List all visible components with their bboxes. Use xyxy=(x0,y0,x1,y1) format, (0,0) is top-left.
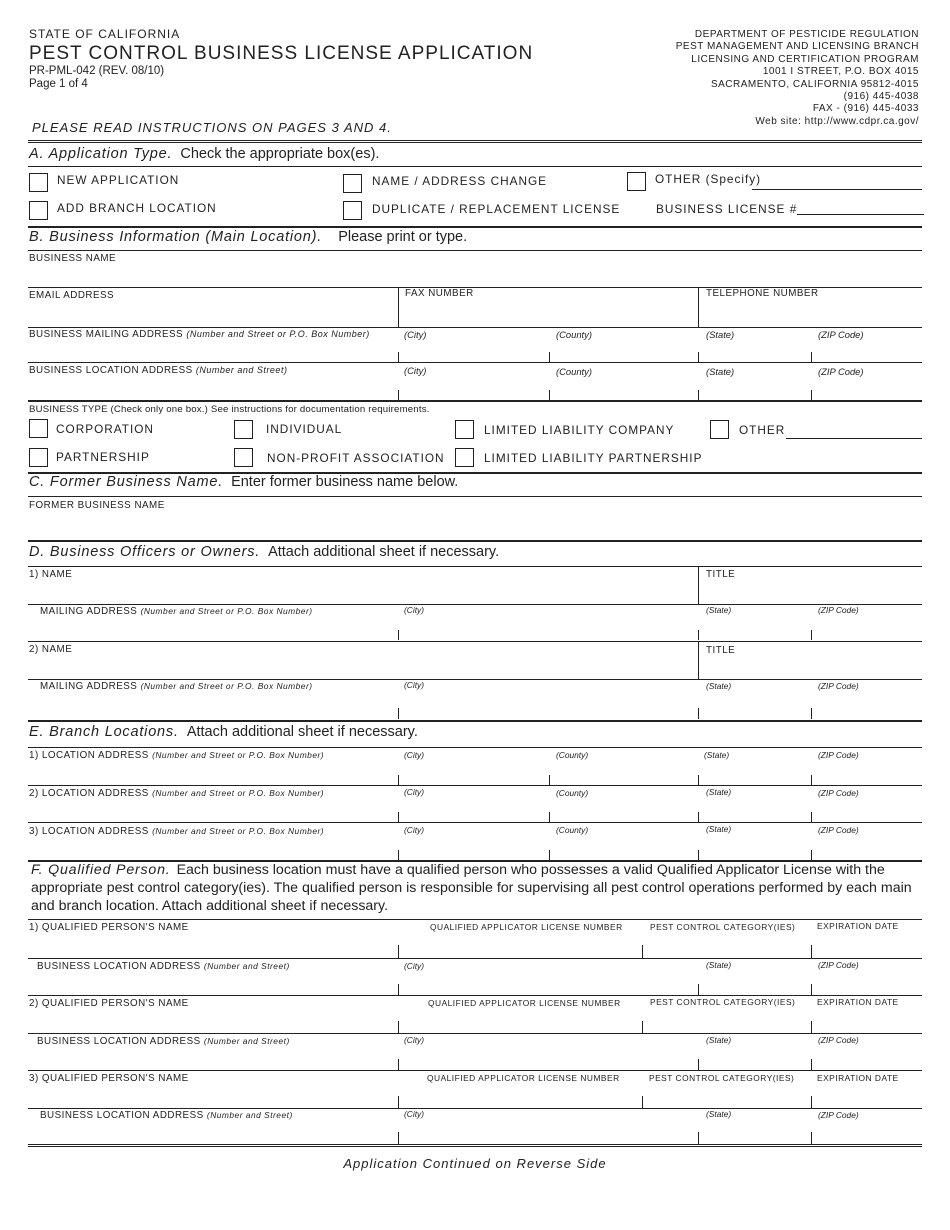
officer1-mailing-field[interactable] xyxy=(28,618,922,638)
qp2-location-label xyxy=(37,1036,290,1047)
mailing-hint: (Number and Street or P.O. Box Number) xyxy=(140,606,313,616)
email-label: EMAIL ADDRESS xyxy=(29,290,115,301)
zip-label: (ZIP Code) xyxy=(818,605,859,615)
branch-label-text: 3) LOCATION ADDRESS xyxy=(29,826,149,837)
tick xyxy=(549,390,550,400)
state-label: (State) xyxy=(706,824,732,834)
llc-label: LIMITED LIABILITY COMPANY xyxy=(484,423,675,437)
divider xyxy=(28,362,922,363)
form-header xyxy=(29,28,533,91)
divider xyxy=(28,822,922,823)
tick xyxy=(549,812,550,822)
section-b-desc: Please print or type. xyxy=(338,229,468,245)
branch-label-text: 1) LOCATION ADDRESS xyxy=(29,750,149,761)
tick xyxy=(698,850,699,860)
zip-label: (ZIP Code) xyxy=(818,750,859,760)
qp1-location-field[interactable] xyxy=(28,972,922,992)
city-label: (City) xyxy=(404,961,425,971)
qp1-name-field[interactable] xyxy=(28,934,922,956)
corporation-label: CORPORATION xyxy=(56,422,154,436)
officer2-name-field[interactable] xyxy=(28,656,696,678)
tick xyxy=(549,775,550,785)
section-f-desc: Each business location must have a qualified person who possesses a valid Qualified Applicator License with the appropriate pest control category(ies). The qualified person is responsible for supervising all pest control operations performed by each main and branch location. Attach additional sheet if necessary. xyxy=(31,862,912,914)
branch1-address-field[interactable] xyxy=(28,762,922,782)
section-e-title xyxy=(29,724,418,740)
branch2-address-label xyxy=(29,788,324,799)
tick xyxy=(698,1132,699,1144)
department-address xyxy=(676,29,919,128)
page-number: Page 1 of 4 xyxy=(29,77,88,90)
city-label: (City) xyxy=(404,329,427,340)
tick xyxy=(811,945,812,958)
qp3-name-field[interactable] xyxy=(28,1085,922,1105)
tick xyxy=(549,352,550,362)
city-label: (City) xyxy=(404,680,425,690)
tick xyxy=(698,390,699,400)
fax-field[interactable] xyxy=(400,302,697,324)
divider xyxy=(28,679,922,680)
tick xyxy=(811,1021,812,1033)
officer2-title-field[interactable] xyxy=(700,656,922,678)
divider xyxy=(28,958,922,959)
qp3-expiration-label: EXPIRATION DATE xyxy=(817,1073,899,1083)
tick xyxy=(698,708,699,719)
tick xyxy=(398,390,399,400)
divider xyxy=(28,720,922,722)
section-a-desc: Check the appropriate box(es). xyxy=(180,146,380,162)
qp3-location-field[interactable] xyxy=(28,1122,922,1142)
tick xyxy=(698,1059,699,1070)
city-label: (City) xyxy=(404,365,427,376)
tick xyxy=(549,850,550,860)
city-label: (City) xyxy=(404,825,425,835)
field-separator xyxy=(698,287,699,327)
tick xyxy=(398,708,399,719)
telephone-field[interactable] xyxy=(700,302,922,324)
state-label: (State) xyxy=(706,1109,732,1119)
divider xyxy=(28,1108,922,1109)
bla-hint: (Number and Street) xyxy=(206,1110,293,1120)
bla-hint: (Number and Street) xyxy=(203,961,290,971)
section-d-heading: D. Business Officers or Owners. xyxy=(29,544,261,560)
divider xyxy=(28,166,922,167)
duplicate-license-label: DUPLICATE / REPLACEMENT LICENSE xyxy=(372,202,621,216)
zip-label: (ZIP Code) xyxy=(818,1035,859,1045)
page-title: PEST CONTROL BUSINESS LICENSE APPLICATION xyxy=(29,42,534,64)
divider xyxy=(28,400,922,402)
field-separator xyxy=(698,641,699,679)
divider xyxy=(28,327,922,328)
tick xyxy=(398,1132,399,1144)
branch3-address-label xyxy=(29,826,324,837)
section-c-desc: Enter former business name below. xyxy=(231,474,459,490)
tick xyxy=(398,984,399,995)
zip-label: (ZIP Code) xyxy=(818,825,859,835)
officer2-mailing-label xyxy=(40,681,313,692)
business-name-label: BUSINESS NAME xyxy=(29,253,117,264)
qp1-location-label xyxy=(37,961,290,972)
divider xyxy=(28,1033,922,1034)
individual-label: INDIVIDUAL xyxy=(266,422,343,436)
state-label: (State) xyxy=(706,366,735,377)
fax-label: FAX NUMBER xyxy=(405,288,474,299)
former-name-label: FORMER BUSINESS NAME xyxy=(29,500,165,511)
city-label: (City) xyxy=(404,1035,425,1045)
divider xyxy=(28,540,922,542)
section-e-heading: E. Branch Locations. xyxy=(29,724,179,740)
add-branch-label: ADD BRANCH LOCATION xyxy=(57,201,217,215)
partnership-checkbox[interactable] xyxy=(29,448,48,467)
dept-line: LICENSING AND CERTIFICATION PROGRAM xyxy=(691,53,919,65)
divider xyxy=(28,785,922,786)
zip-label: (ZIP Code) xyxy=(818,366,864,377)
section-f-heading: F. Qualified Person. xyxy=(31,862,171,878)
dept-line: PEST MANAGEMENT AND LICENSING BRANCH xyxy=(675,41,919,53)
officer1-title-field[interactable] xyxy=(700,580,922,602)
section-c-title xyxy=(29,474,458,490)
divider xyxy=(28,496,922,497)
branch-hint: (Number and Street or P.O. Box Number) xyxy=(152,788,325,798)
tick xyxy=(811,352,812,362)
qp2-license-label: QUALIFIED APPLICATOR LICENSE NUMBER xyxy=(428,998,621,1008)
tick xyxy=(811,812,812,822)
new-application-label: NEW APPLICATION xyxy=(57,173,180,187)
officer1-title-label: TITLE xyxy=(706,569,736,580)
other-business-type-field[interactable] xyxy=(786,438,922,439)
tick xyxy=(811,630,812,640)
tick xyxy=(398,1021,399,1033)
divider xyxy=(28,747,922,748)
other-business-type-label: OTHER xyxy=(739,423,786,437)
license-number-label: BUSINESS LICENSE # xyxy=(656,202,798,216)
mailing-address-field[interactable] xyxy=(28,340,922,360)
qp3-name-label: 3) QUALIFIED PERSON'S NAME xyxy=(29,1073,189,1084)
mailing-hint: (Number and Street or P.O. Box Number) xyxy=(186,329,370,339)
field-separator xyxy=(698,566,699,604)
other-type-label: OTHER (Specify) xyxy=(655,172,762,186)
officer2-name-label: 2) NAME xyxy=(29,644,73,655)
section-b-title xyxy=(29,229,467,245)
corporation-checkbox[interactable] xyxy=(29,419,48,438)
divider xyxy=(28,1070,922,1071)
bla-label-text: BUSINESS LOCATION ADDRESS xyxy=(40,1110,204,1121)
nonprofit-label: NON-PROFIT ASSOCIATION xyxy=(267,451,445,465)
section-d-desc: Attach additional sheet if necessary. xyxy=(268,544,500,560)
tick xyxy=(398,812,399,822)
field-separator xyxy=(398,287,399,327)
section-a-title xyxy=(29,146,379,162)
new-application-checkbox[interactable] xyxy=(29,173,48,192)
business-type-label: BUSINESS TYPE (Check only one box.) See instructions for documentation requirements. xyxy=(29,404,430,415)
branch1-address-label xyxy=(29,750,324,761)
duplicate-license-checkbox[interactable] xyxy=(343,201,362,220)
form-number: PR-PML-042 (REV. 08/10) xyxy=(29,64,165,77)
tick xyxy=(698,775,699,785)
name-change-label: NAME / ADDRESS CHANGE xyxy=(372,174,548,188)
telephone-label: TELEPHONE NUMBER xyxy=(706,288,819,299)
section-d-title xyxy=(29,544,499,560)
city-label: (City) xyxy=(404,787,425,797)
add-branch-checkbox[interactable] xyxy=(29,201,48,220)
other-specify-field[interactable] xyxy=(752,189,922,190)
tick xyxy=(811,984,812,995)
section-e-desc: Attach additional sheet if necessary. xyxy=(186,724,418,740)
business-name-field[interactable] xyxy=(28,264,922,286)
tick xyxy=(642,1096,643,1108)
section-c-heading: C. Former Business Name. xyxy=(29,474,224,490)
qp3-license-label: QUALIFIED APPLICATOR LICENSE NUMBER xyxy=(427,1073,620,1083)
llp-checkbox[interactable] xyxy=(455,448,474,467)
tick xyxy=(398,630,399,640)
divider xyxy=(28,995,922,996)
state-label: (State) xyxy=(706,960,732,970)
divider xyxy=(28,919,922,920)
qp1-category-label: PEST CONTROL CATEGORY(IES) xyxy=(650,922,796,932)
qp2-name-label: 2) QUALIFIED PERSON'S NAME xyxy=(29,998,189,1009)
qp2-expiration-label: EXPIRATION DATE xyxy=(817,997,899,1007)
bla-label-text: BUSINESS LOCATION ADDRESS xyxy=(37,1036,201,1047)
officer1-name-field[interactable] xyxy=(28,580,696,602)
dept-line: (916) 445-4038 xyxy=(843,91,919,103)
section-a-heading: A. Application Type. xyxy=(29,146,173,162)
bla-hint: (Number and Street) xyxy=(203,1036,290,1046)
state-label: (State) xyxy=(706,787,732,797)
city-label: (City) xyxy=(404,605,425,615)
county-label: (County) xyxy=(556,788,589,798)
tick xyxy=(398,1096,399,1108)
mailing-label-text: BUSINESS MAILING ADDRESS xyxy=(29,329,184,340)
bla-label-text: BUSINESS LOCATION ADDRESS xyxy=(37,961,201,972)
mailing-label-text: MAILING ADDRESS xyxy=(40,606,138,617)
former-name-field[interactable] xyxy=(28,512,922,536)
tick xyxy=(398,850,399,860)
officer2-mailing-field[interactable] xyxy=(28,693,922,715)
read-instructions: PLEASE READ INSTRUCTIONS ON PAGES 3 AND 4. xyxy=(32,120,392,135)
tick xyxy=(698,352,699,362)
zip-label: (ZIP Code) xyxy=(818,788,859,798)
qp1-license-label: QUALIFIED APPLICATOR LICENSE NUMBER xyxy=(430,922,623,932)
other-type-checkbox[interactable] xyxy=(627,172,646,191)
tick xyxy=(398,352,399,362)
county-label: (County) xyxy=(556,329,592,340)
qp1-name-label: 1) QUALIFIED PERSON'S NAME xyxy=(29,922,189,933)
zip-label: (ZIP Code) xyxy=(818,960,859,970)
qp3-location-label xyxy=(40,1110,293,1121)
zip-label: (ZIP Code) xyxy=(818,329,864,340)
nonprofit-checkbox[interactable] xyxy=(234,448,253,467)
tick xyxy=(811,1059,812,1070)
qp2-location-field[interactable] xyxy=(28,1047,922,1067)
tick xyxy=(811,775,812,785)
email-field[interactable] xyxy=(28,302,398,324)
branch2-address-field[interactable] xyxy=(28,800,922,820)
divider xyxy=(28,226,922,228)
qp2-category-label: PEST CONTROL CATEGORY(IES) xyxy=(650,997,796,1007)
qp2-name-field[interactable] xyxy=(28,1010,922,1030)
state-label: (State) xyxy=(706,681,732,691)
officer1-name-label: 1) NAME xyxy=(29,569,73,580)
location-address-label xyxy=(29,365,287,376)
tick xyxy=(698,630,699,640)
llp-label: LIMITED LIABILITY PARTNERSHIP xyxy=(484,451,703,465)
qp1-expiration-label: EXPIRATION DATE xyxy=(817,921,899,931)
mailing-address-label xyxy=(29,329,370,340)
city-label: (City) xyxy=(404,750,425,760)
tick xyxy=(642,1021,643,1033)
state-label: (State) xyxy=(704,750,730,760)
website: Web site: http://www.cdpr.ca.gov/ xyxy=(755,115,919,127)
qp3-category-label: PEST CONTROL CATEGORY(IES) xyxy=(649,1073,795,1083)
officer1-mailing-label xyxy=(40,606,313,617)
other-business-type-checkbox[interactable] xyxy=(710,420,729,439)
zip-label: (ZIP Code) xyxy=(818,1110,859,1120)
branch3-address-field[interactable] xyxy=(28,838,922,858)
mailing-hint: (Number and Street or P.O. Box Number) xyxy=(140,681,313,691)
county-label: (County) xyxy=(556,366,592,377)
tick xyxy=(698,812,699,822)
section-f-title xyxy=(31,861,921,915)
footer-note: Application Continued on Reverse Side xyxy=(343,1156,607,1171)
tick xyxy=(398,1059,399,1070)
individual-checkbox[interactable] xyxy=(234,420,253,439)
state-label: (State) xyxy=(706,605,732,615)
branch-hint: (Number and Street or P.O. Box Number) xyxy=(152,750,325,760)
dept-line: SACRAMENTO, CALIFORNIA 95812-4015 xyxy=(710,78,919,90)
tick xyxy=(642,945,643,958)
tick xyxy=(398,945,399,958)
branch-hint: (Number and Street or P.O. Box Number) xyxy=(152,826,325,836)
state-label: (State) xyxy=(706,329,735,340)
divider xyxy=(28,566,922,567)
city-label: (City) xyxy=(404,1109,425,1119)
dept-line: 1001 I STREET, P.O. BOX 4015 xyxy=(762,66,919,78)
divider xyxy=(28,641,922,642)
partnership-label: PARTNERSHIP xyxy=(56,450,150,464)
branch-label-text: 2) LOCATION ADDRESS xyxy=(29,788,149,799)
tick xyxy=(811,1096,812,1108)
state-label: (State) xyxy=(706,1035,732,1045)
county-label: (County) xyxy=(556,750,589,760)
dept-line: DEPARTMENT OF PESTICIDE REGULATION xyxy=(694,29,919,40)
tick xyxy=(811,1132,812,1144)
llc-checkbox[interactable] xyxy=(455,420,474,439)
state-label: STATE OF CALIFORNIA xyxy=(29,27,181,41)
tick xyxy=(398,775,399,785)
officer2-title-label: TITLE xyxy=(706,645,736,656)
license-number-field[interactable] xyxy=(797,214,924,215)
mailing-label-text: MAILING ADDRESS xyxy=(40,681,138,692)
tick xyxy=(811,708,812,719)
tick xyxy=(811,390,812,400)
tick xyxy=(698,984,699,995)
location-hint: (Number and Street) xyxy=(195,365,288,375)
tick xyxy=(811,850,812,860)
section-b-heading: B. Business Information (Main Location). xyxy=(29,229,323,245)
name-change-checkbox[interactable] xyxy=(343,174,362,193)
divider xyxy=(28,604,922,605)
county-label: (County) xyxy=(556,825,589,835)
location-address-field[interactable] xyxy=(28,377,922,397)
divider xyxy=(28,250,922,251)
divider xyxy=(28,1144,922,1150)
zip-label: (ZIP Code) xyxy=(818,681,859,691)
location-label-text: BUSINESS LOCATION ADDRESS xyxy=(29,365,193,376)
dept-line: FAX - (916) 445-4033 xyxy=(812,103,919,115)
